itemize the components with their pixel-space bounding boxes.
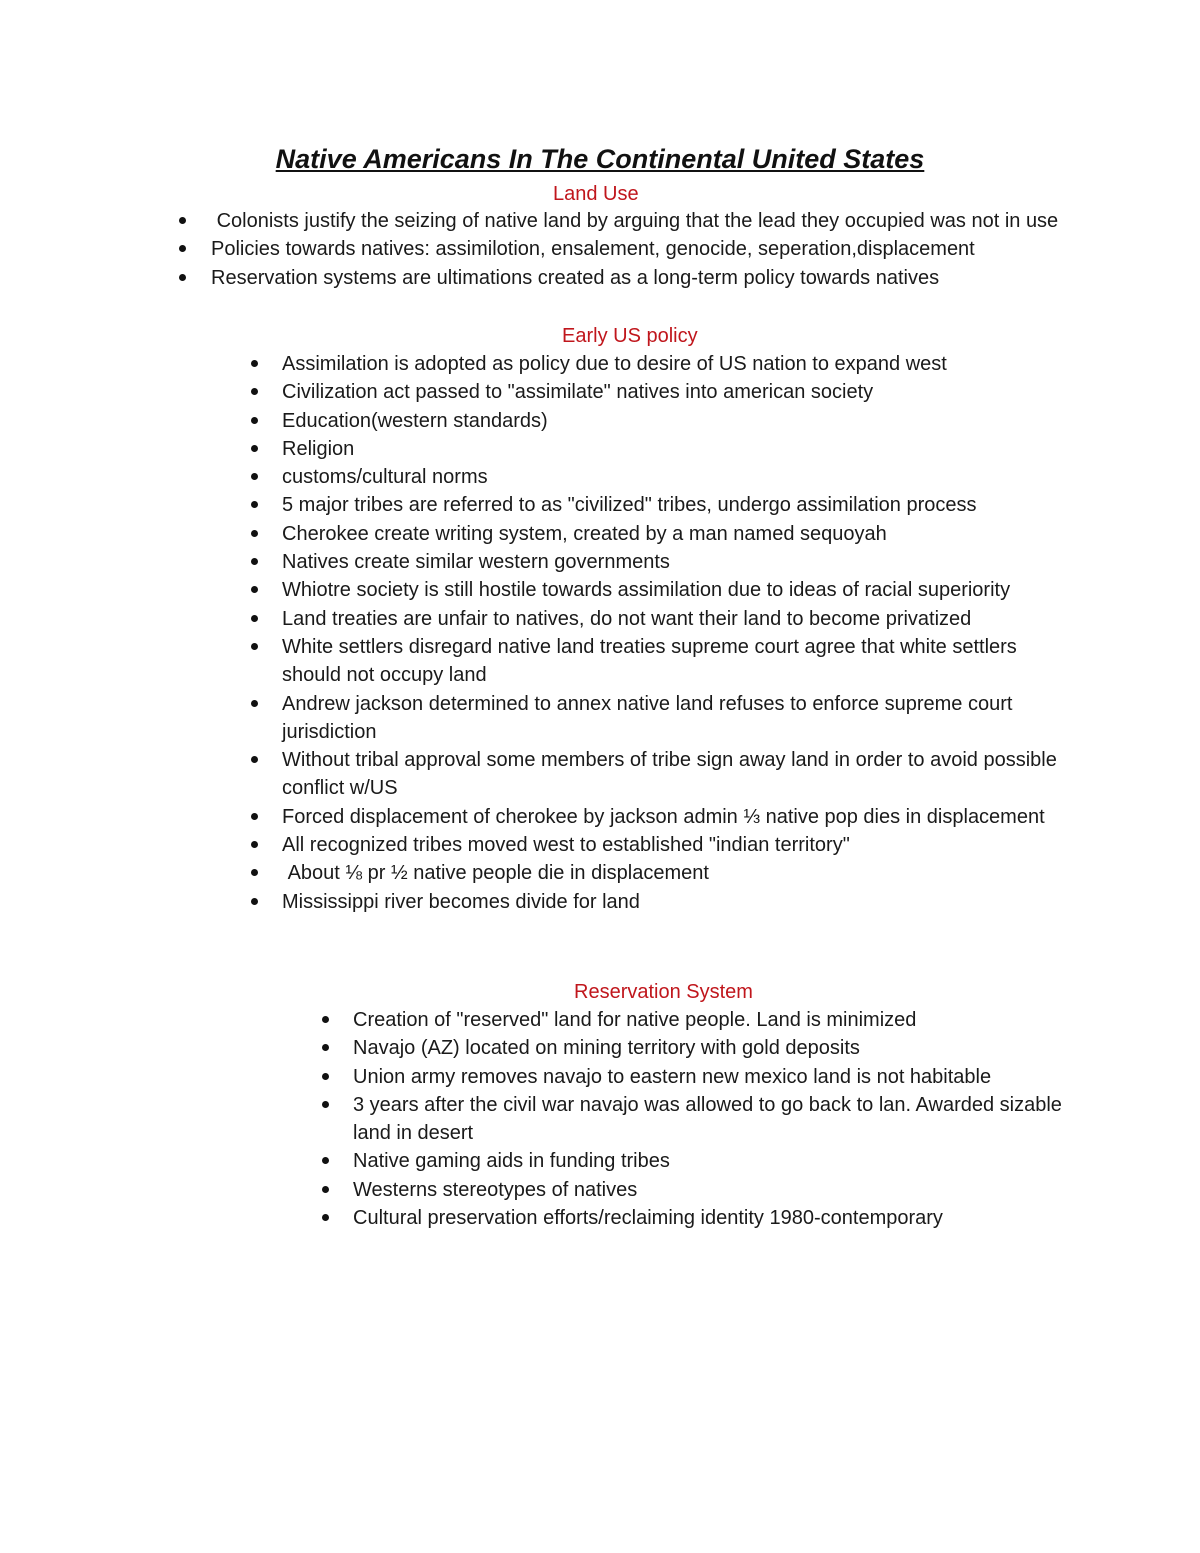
- bullet-icon: [322, 1214, 329, 1221]
- list-item: Creation of "reserved" land for native people. Land is minimized: [353, 1006, 1068, 1034]
- reservation-system-list: [353, 1006, 1068, 1232]
- early-us-policy-list: [282, 350, 1062, 916]
- bullet-icon: [251, 530, 258, 537]
- bullet-icon: [251, 841, 258, 848]
- list-item: Education(western standards): [282, 407, 1062, 435]
- list-item: Navajo (AZ) located on mining territory with gold deposits: [353, 1034, 1068, 1062]
- bullet-icon: [251, 813, 258, 820]
- list-item: Without tribal approval some members of tribe sign away land in order to avoid possible conflict w/US: [282, 746, 1062, 803]
- list-item: Policies towards natives: assimilotion, ensalement, genocide, seperation,displacement: [211, 235, 1061, 263]
- bullet-icon: [322, 1044, 329, 1051]
- list-item: Native gaming aids in funding tribes: [353, 1147, 1068, 1175]
- bullet-icon: [251, 869, 258, 876]
- bullet-icon: [251, 558, 258, 565]
- section-heading-land-use: Land Use: [553, 183, 639, 205]
- bullet-icon: [179, 217, 186, 224]
- list-item: Natives create similar western governments: [282, 548, 1062, 576]
- bullet-icon: [251, 756, 258, 763]
- section-heading-early-us-policy: Early US policy: [562, 325, 698, 347]
- list-item: 5 major tribes are referred to as "civilized" tribes, undergo assimilation process: [282, 491, 1062, 519]
- list-item: Land treaties are unfair to natives, do not want their land to become privatized: [282, 605, 1062, 633]
- bullet-icon: [251, 417, 258, 424]
- bullet-icon: [251, 473, 258, 480]
- bullet-icon: [251, 501, 258, 508]
- list-item: Forced displacement of cherokee by jackson admin ⅓ native pop dies in displacement: [282, 803, 1062, 831]
- list-item: Colonists justify the seizing of native land by arguing that the lead they occupied was not in use: [211, 207, 1061, 235]
- bullet-icon: [322, 1016, 329, 1023]
- bullet-icon: [179, 274, 186, 281]
- bullet-icon: [251, 445, 258, 452]
- section-heading-reservation-system: Reservation System: [574, 981, 753, 1003]
- bullet-icon: [251, 388, 258, 395]
- list-item: Religion: [282, 435, 1062, 463]
- bullet-icon: [179, 245, 186, 252]
- list-item: Westerns stereotypes of natives: [353, 1176, 1068, 1204]
- bullet-icon: [322, 1157, 329, 1164]
- list-item: Union army removes navajo to eastern new mexico land is not habitable: [353, 1063, 1068, 1091]
- bullet-icon: [322, 1101, 329, 1108]
- land-use-list: [211, 207, 1061, 292]
- list-item: customs/cultural norms: [282, 463, 1062, 491]
- document-title: Native Americans In The Continental United States: [275, 144, 925, 174]
- list-item: About ⅛ pr ½ native people die in displacement: [282, 859, 1062, 887]
- bullet-icon: [251, 586, 258, 593]
- list-item: Assimilation is adopted as policy due to desire of US nation to expand west: [282, 350, 1062, 378]
- list-item: Civilization act passed to "assimilate" natives into american society: [282, 378, 1062, 406]
- list-item: All recognized tribes moved west to established "indian territory": [282, 831, 1062, 859]
- list-item: Cultural preservation efforts/reclaiming identity 1980-contemporary: [353, 1204, 1068, 1232]
- list-item: Cherokee create writing system, created by a man named sequoyah: [282, 520, 1062, 548]
- bullet-icon: [251, 360, 258, 367]
- bullet-icon: [251, 898, 258, 905]
- bullet-icon: [251, 700, 258, 707]
- list-item: White settlers disregard native land treaties supreme court agree that white settlers should not occupy land: [282, 633, 1062, 690]
- list-item: 3 years after the civil war navajo was allowed to go back to lan. Awarded sizable land in desert: [353, 1091, 1068, 1148]
- bullet-icon: [322, 1186, 329, 1193]
- list-item: Mississippi river becomes divide for land: [282, 888, 1062, 916]
- list-item: Reservation systems are ultimations created as a long-term policy towards natives: [211, 264, 1061, 292]
- bullet-icon: [322, 1073, 329, 1080]
- bullet-icon: [251, 615, 258, 622]
- list-item: Andrew jackson determined to annex native land refuses to enforce supreme court jurisdiction: [282, 690, 1062, 747]
- bullet-icon: [251, 643, 258, 650]
- list-item: Whiotre society is still hostile towards assimilation due to ideas of racial superiority: [282, 576, 1062, 604]
